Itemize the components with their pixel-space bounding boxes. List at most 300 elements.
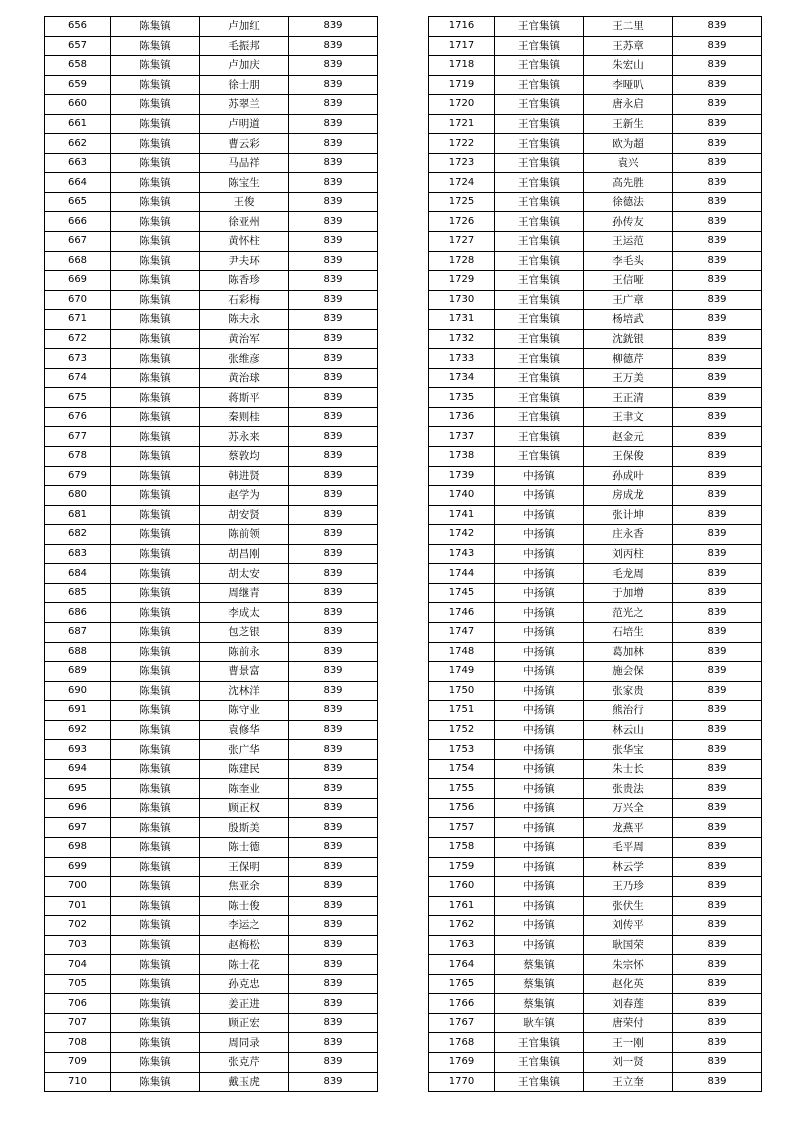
row-number: 662 [45,134,111,154]
town-cell: 陈集镇 [111,232,200,252]
amount-cell: 839 [289,310,378,330]
amount-cell: 839 [289,407,378,427]
row-number: 1728 [429,251,495,271]
name-cell: 王新生 [584,114,673,134]
amount-cell: 839 [673,36,762,56]
amount-cell: 839 [289,564,378,584]
row-number: 691 [45,701,111,721]
name-cell: 李运之 [200,916,289,936]
amount-cell: 839 [289,153,378,173]
name-cell: 周同录 [200,1033,289,1053]
row-number: 1722 [429,134,495,154]
row-number: 690 [45,681,111,701]
row-number: 678 [45,447,111,467]
amount-cell: 839 [289,916,378,936]
town-cell: 陈集镇 [111,583,200,603]
town-cell: 陈集镇 [111,1033,200,1053]
name-cell: 苏翠兰 [200,95,289,115]
row-number: 674 [45,368,111,388]
town-cell: 王官集镇 [495,310,584,330]
table-row [45,388,378,408]
town-cell: 王官集镇 [495,1033,584,1053]
amount-cell: 839 [289,857,378,877]
table-row [429,310,762,330]
amount-cell: 839 [673,114,762,134]
name-cell: 曹云彩 [200,134,289,154]
town-cell: 陈集镇 [111,544,200,564]
row-number: 669 [45,271,111,291]
table-row [45,95,378,115]
name-cell: 顾正权 [200,798,289,818]
town-cell: 王官集镇 [495,75,584,95]
row-number: 656 [45,17,111,37]
row-number: 689 [45,662,111,682]
row-number: 1723 [429,153,495,173]
table-row [45,779,378,799]
table-row [429,134,762,154]
name-cell: 张广华 [200,740,289,760]
table-row [429,192,762,212]
name-cell: 刘丙柱 [584,544,673,564]
table-row [429,544,762,564]
row-number: 1719 [429,75,495,95]
town-cell: 王官集镇 [495,17,584,37]
town-cell: 王官集镇 [495,114,584,134]
table-row [429,290,762,310]
amount-cell: 839 [289,95,378,115]
name-cell: 刘春莲 [584,994,673,1014]
name-cell: 黄治球 [200,368,289,388]
name-cell: 张家贵 [584,681,673,701]
name-cell: 张华宝 [584,740,673,760]
name-cell: 唐永启 [584,95,673,115]
table-row [45,329,378,349]
town-cell: 陈集镇 [111,114,200,134]
table-row [429,759,762,779]
town-cell: 陈集镇 [111,662,200,682]
table-row [45,681,378,701]
row-number: 1743 [429,544,495,564]
town-cell: 陈集镇 [111,290,200,310]
table-row [429,857,762,877]
row-number: 687 [45,622,111,642]
amount-cell: 839 [673,955,762,975]
table-row [45,994,378,1014]
town-cell: 中扬镇 [495,837,584,857]
row-number: 702 [45,916,111,936]
town-cell: 陈集镇 [111,896,200,916]
town-cell: 陈集镇 [111,681,200,701]
table-row [429,407,762,427]
amount-cell: 839 [673,877,762,897]
amount-cell: 839 [289,759,378,779]
table-row [429,388,762,408]
amount-cell: 839 [289,818,378,838]
table-row [45,720,378,740]
table-row [429,368,762,388]
amount-cell: 839 [673,857,762,877]
name-cell: 林云学 [584,857,673,877]
amount-cell: 839 [289,17,378,37]
name-cell: 卢明道 [200,114,289,134]
row-number: 1753 [429,740,495,760]
town-cell: 中扬镇 [495,603,584,623]
row-number: 664 [45,173,111,193]
amount-cell: 839 [289,1033,378,1053]
town-cell: 陈集镇 [111,994,200,1014]
row-number: 1742 [429,525,495,545]
name-cell: 石彩梅 [200,290,289,310]
table-row [429,466,762,486]
name-cell: 马品祥 [200,153,289,173]
name-cell: 赵梅松 [200,935,289,955]
amount-cell: 839 [673,153,762,173]
row-number: 1721 [429,114,495,134]
amount-cell: 839 [289,779,378,799]
town-cell: 王官集镇 [495,271,584,291]
name-cell: 李成太 [200,603,289,623]
amount-cell: 839 [673,642,762,662]
name-cell: 殷斯美 [200,818,289,838]
town-cell: 陈集镇 [111,368,200,388]
table-row [429,1072,762,1092]
table-row [429,17,762,37]
town-cell: 陈集镇 [111,56,200,76]
town-cell: 陈集镇 [111,564,200,584]
name-cell: 朱士长 [584,759,673,779]
row-number: 688 [45,642,111,662]
town-cell: 陈集镇 [111,466,200,486]
table-row [45,916,378,936]
amount-cell: 839 [673,798,762,818]
name-cell: 唐荣付 [584,1013,673,1033]
town-cell: 王官集镇 [495,447,584,467]
amount-cell: 839 [673,1033,762,1053]
amount-cell: 839 [289,662,378,682]
name-cell: 陈士花 [200,955,289,975]
name-cell: 陈奎业 [200,779,289,799]
table-row [45,251,378,271]
amount-cell: 839 [673,75,762,95]
table-row [45,662,378,682]
name-cell: 毛龙周 [584,564,673,584]
left-roster-table [44,16,378,1092]
town-cell: 陈集镇 [111,349,200,369]
row-number: 660 [45,95,111,115]
town-cell: 王官集镇 [495,388,584,408]
name-cell: 顾正宏 [200,1013,289,1033]
row-number: 671 [45,310,111,330]
amount-cell: 839 [673,994,762,1014]
amount-cell: 839 [673,192,762,212]
amount-cell: 839 [289,114,378,134]
table-row [45,583,378,603]
row-number: 1716 [429,17,495,37]
amount-cell: 839 [289,994,378,1014]
row-number: 1747 [429,622,495,642]
right-table-body [429,17,762,1092]
row-number: 1763 [429,935,495,955]
amount-cell: 839 [289,56,378,76]
table-row [429,622,762,642]
amount-cell: 839 [289,720,378,740]
amount-cell: 839 [673,486,762,506]
amount-cell: 839 [673,427,762,447]
town-cell: 陈集镇 [111,173,200,193]
amount-cell: 839 [673,349,762,369]
table-row [45,1052,378,1072]
table-row [429,818,762,838]
amount-cell: 839 [673,701,762,721]
row-number: 1765 [429,974,495,994]
row-number: 677 [45,427,111,447]
name-cell: 耿国荣 [584,935,673,955]
amount-cell: 839 [289,1013,378,1033]
town-cell: 中扬镇 [495,544,584,564]
town-cell: 中扬镇 [495,740,584,760]
row-number: 675 [45,388,111,408]
town-cell: 陈集镇 [111,642,200,662]
name-cell: 王一刚 [584,1033,673,1053]
table-row [45,564,378,584]
table-row [45,17,378,37]
name-cell: 陈前领 [200,525,289,545]
town-cell: 陈集镇 [111,701,200,721]
town-cell: 陈集镇 [111,916,200,936]
row-number: 1769 [429,1052,495,1072]
name-cell: 周继青 [200,583,289,603]
town-cell: 陈集镇 [111,95,200,115]
name-cell: 柳德芹 [584,349,673,369]
row-number: 670 [45,290,111,310]
row-number: 706 [45,994,111,1014]
amount-cell: 839 [289,388,378,408]
table-row [45,368,378,388]
town-cell: 陈集镇 [111,955,200,975]
town-cell: 王官集镇 [495,134,584,154]
table-row [45,798,378,818]
amount-cell: 839 [289,447,378,467]
name-cell: 袁兴 [584,153,673,173]
name-cell: 于加增 [584,583,673,603]
town-cell: 陈集镇 [111,212,200,232]
table-row [45,192,378,212]
name-cell: 黄怀柱 [200,232,289,252]
name-cell: 万兴全 [584,798,673,818]
amount-cell: 839 [673,212,762,232]
table-row [45,290,378,310]
table-row [45,349,378,369]
name-cell: 王保明 [200,857,289,877]
row-number: 676 [45,407,111,427]
table-row [45,407,378,427]
row-number: 693 [45,740,111,760]
table-row [429,994,762,1014]
name-cell: 赵化英 [584,974,673,994]
row-number: 681 [45,505,111,525]
amount-cell: 839 [289,681,378,701]
name-cell: 朱宏山 [584,56,673,76]
table-row [45,974,378,994]
town-cell: 中扬镇 [495,681,584,701]
name-cell: 毛振邦 [200,36,289,56]
table-row [429,153,762,173]
table-row [429,75,762,95]
table-row [429,955,762,975]
amount-cell: 839 [673,1052,762,1072]
amount-cell: 839 [289,798,378,818]
town-cell: 陈集镇 [111,603,200,623]
amount-cell: 839 [289,212,378,232]
table-row [45,447,378,467]
name-cell: 王俊 [200,192,289,212]
amount-cell: 839 [673,310,762,330]
town-cell: 中扬镇 [495,583,584,603]
row-number: 1744 [429,564,495,584]
amount-cell: 839 [673,232,762,252]
table-row [429,349,762,369]
row-number: 1768 [429,1033,495,1053]
town-cell: 陈集镇 [111,837,200,857]
amount-cell: 839 [673,896,762,916]
amount-cell: 839 [289,837,378,857]
row-number: 663 [45,153,111,173]
amount-cell: 839 [673,173,762,193]
row-number: 1739 [429,466,495,486]
amount-cell: 839 [673,1013,762,1033]
town-cell: 中扬镇 [495,935,584,955]
amount-cell: 839 [289,232,378,252]
town-cell: 王官集镇 [495,290,584,310]
table-row [45,1072,378,1092]
amount-cell: 839 [673,505,762,525]
amount-cell: 839 [289,896,378,916]
table-row [429,779,762,799]
amount-cell: 839 [289,329,378,349]
amount-cell: 839 [673,720,762,740]
row-number: 684 [45,564,111,584]
row-number: 1746 [429,603,495,623]
row-number: 1759 [429,857,495,877]
table-row [45,466,378,486]
name-cell: 卢加庆 [200,56,289,76]
name-cell: 高先胜 [584,173,673,193]
row-number: 1756 [429,798,495,818]
row-number: 1750 [429,681,495,701]
town-cell: 中扬镇 [495,798,584,818]
table-row [45,935,378,955]
amount-cell: 839 [673,1072,762,1092]
row-number: 682 [45,525,111,545]
table-row [45,36,378,56]
town-cell: 陈集镇 [111,740,200,760]
name-cell: 毛平周 [584,837,673,857]
row-number: 698 [45,837,111,857]
row-number: 1749 [429,662,495,682]
row-number: 700 [45,877,111,897]
table-row [45,310,378,330]
amount-cell: 839 [673,681,762,701]
name-cell: 张伏生 [584,896,673,916]
row-number: 1733 [429,349,495,369]
row-number: 1724 [429,173,495,193]
amount-cell: 839 [289,368,378,388]
amount-cell: 839 [673,662,762,682]
name-cell: 刘传平 [584,916,673,936]
town-cell: 陈集镇 [111,192,200,212]
row-number: 1745 [429,583,495,603]
amount-cell: 839 [289,251,378,271]
table-row [429,603,762,623]
amount-cell: 839 [673,271,762,291]
amount-cell: 839 [673,935,762,955]
row-number: 1737 [429,427,495,447]
town-cell: 耿车镇 [495,1013,584,1033]
name-cell: 陈士俊 [200,896,289,916]
amount-cell: 839 [289,1072,378,1092]
town-cell: 陈集镇 [111,407,200,427]
town-cell: 中扬镇 [495,701,584,721]
amount-cell: 839 [289,134,378,154]
table-row [429,447,762,467]
table-row [45,896,378,916]
row-number: 686 [45,603,111,623]
row-number: 1757 [429,818,495,838]
amount-cell: 839 [673,95,762,115]
name-cell: 韩进贤 [200,466,289,486]
row-number: 680 [45,486,111,506]
town-cell: 陈集镇 [111,251,200,271]
name-cell: 林云山 [584,720,673,740]
amount-cell: 839 [673,134,762,154]
name-cell: 陈守业 [200,701,289,721]
town-cell: 陈集镇 [111,720,200,740]
town-cell: 陈集镇 [111,271,200,291]
name-cell: 孙传友 [584,212,673,232]
amount-cell: 839 [289,877,378,897]
table-row [45,212,378,232]
row-number: 1741 [429,505,495,525]
name-cell: 沈銧银 [584,329,673,349]
table-row [429,877,762,897]
town-cell: 陈集镇 [111,1013,200,1033]
name-cell: 苏永来 [200,427,289,447]
table-row [45,525,378,545]
amount-cell: 839 [289,1052,378,1072]
row-number: 705 [45,974,111,994]
town-cell: 中扬镇 [495,505,584,525]
town-cell: 中扬镇 [495,759,584,779]
table-row [45,642,378,662]
table-row [429,173,762,193]
amount-cell: 839 [673,368,762,388]
name-cell: 沈林洋 [200,681,289,701]
town-cell: 王官集镇 [495,232,584,252]
row-number: 1729 [429,271,495,291]
amount-cell: 839 [673,603,762,623]
table-row [429,36,762,56]
town-cell: 中扬镇 [495,916,584,936]
town-cell: 王官集镇 [495,1052,584,1072]
right-roster-table [428,16,762,1092]
row-number: 668 [45,251,111,271]
town-cell: 陈集镇 [111,798,200,818]
table-row [429,837,762,857]
amount-cell: 839 [673,290,762,310]
amount-cell: 839 [673,779,762,799]
row-number: 665 [45,192,111,212]
row-number: 1748 [429,642,495,662]
